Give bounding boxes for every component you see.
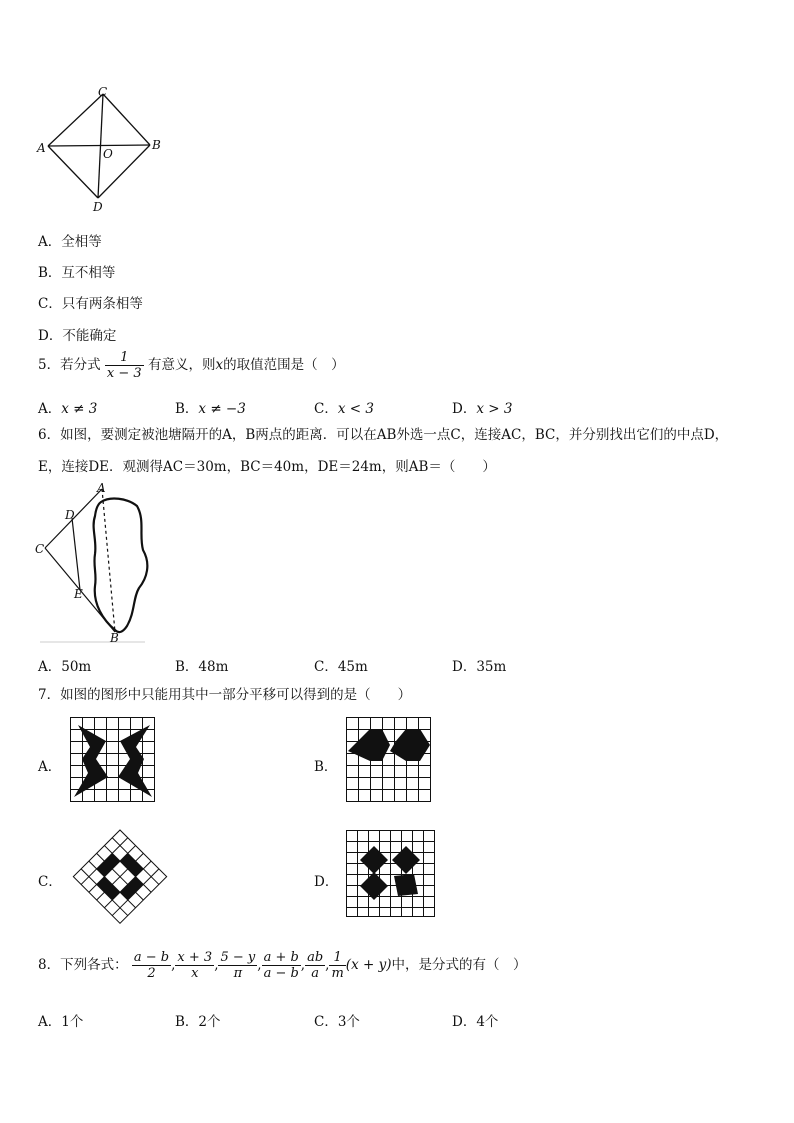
q7-option-a-label[interactable]: A．	[38, 759, 62, 775]
option-letter: A．	[38, 659, 62, 675]
q7-stem: 7．如图的图形中只能用其中一部分平移可以得到的是（ ）	[38, 687, 412, 703]
fraction-denominator: x	[175, 965, 214, 981]
q5-variable: x	[215, 357, 224, 373]
center-label-o: O	[103, 147, 113, 161]
q5-option-c[interactable]	[314, 397, 374, 417]
q6-option-a[interactable]	[38, 655, 91, 675]
option-letter: D．	[452, 1014, 477, 1030]
fraction-denominator: a	[305, 965, 325, 981]
option-letter: C．	[38, 296, 62, 312]
q8-fraction-4	[262, 950, 301, 981]
option-letter: D．	[38, 328, 63, 344]
option-text: 只有两条相等	[61, 296, 143, 312]
option-letter: B．	[38, 265, 62, 281]
option-text: 不能确定	[62, 328, 117, 344]
q8-fraction-3	[218, 950, 257, 981]
point-label-a: A	[97, 481, 106, 495]
q5-option-a[interactable]	[38, 397, 97, 417]
option-text: 35m	[476, 659, 507, 675]
option-letter: D．	[452, 401, 477, 417]
q7-option-c-label[interactable]: C．	[38, 874, 62, 890]
q4-option-c[interactable]	[38, 292, 143, 312]
q4-option-a[interactable]	[38, 230, 102, 250]
q4-option-b[interactable]	[38, 261, 115, 281]
option-text: 全相等	[61, 234, 102, 250]
fraction-denominator: a − b	[263, 966, 299, 981]
option-letter: A．	[38, 401, 62, 417]
q7-option-b-label[interactable]: B．	[314, 759, 338, 775]
q8-option-b[interactable]	[175, 1010, 221, 1030]
q8-option-d[interactable]	[452, 1010, 498, 1030]
q5-option-d[interactable]	[452, 397, 512, 417]
option-text: 1个	[61, 1014, 84, 1030]
fraction-numerator: 1	[333, 950, 342, 965]
q7-option-d-label[interactable]: D．	[314, 874, 339, 890]
q6-option-d[interactable]	[452, 655, 506, 675]
q7-figure-d	[346, 830, 438, 920]
q8-fraction-1	[132, 950, 171, 981]
fraction-denominator: x − 3	[106, 366, 142, 381]
q5-fraction	[105, 350, 144, 381]
q5-stem-post: 的取值范围是（ ）	[223, 357, 345, 373]
vertex-label-b: B	[152, 138, 161, 152]
q6-stem-line2: E，连接DE．观测得AC＝30m，BC＝40m，DE＝24m，则AB＝（ ）	[38, 459, 496, 475]
option-letter: B．	[175, 1014, 199, 1030]
fraction-numerator: ab	[307, 950, 324, 965]
option-text: 50m	[61, 659, 92, 675]
option-letter: B．	[175, 659, 199, 675]
q8-option-a[interactable]	[38, 1010, 83, 1030]
option-text: x > 3	[476, 401, 513, 417]
q6-option-c[interactable]	[314, 655, 368, 675]
option-text: 45m	[337, 659, 368, 675]
option-letter: A．	[38, 234, 62, 250]
fraction-numerator: a − b	[133, 950, 170, 965]
q7-figure-a	[70, 717, 160, 803]
q8-stem: 8．下列各式： $\frac{a - b}{2}$ , $\frac{x + 3}{x}$ , $\frac{5 - y}{\pi}$ , $\frac{a + b}{a - b}$ , $\frac{ab}{a}$ , $\frac{1}{m}$ (x + y)中，是分式的有（ ）	[38, 950, 527, 981]
q4-option-d[interactable]	[38, 324, 116, 344]
point-label-b: B	[110, 631, 119, 645]
fraction-numerator: a + b	[263, 950, 299, 965]
q8-fraction-5	[305, 950, 325, 981]
fraction-numerator: 5 − y	[220, 950, 256, 965]
vertex-label-a: A	[37, 141, 46, 155]
q8-fraction-2	[175, 950, 214, 981]
option-text: x ≠ 3	[61, 401, 98, 417]
fraction-numerator: x + 3	[177, 950, 213, 965]
q6-stem-line1: 6．如图，要测定被池塘隔开的A，B两点的距离．可以在AB外选一点C，连接AC，BC，并分别找出它们的中点D，	[38, 427, 729, 443]
option-letter: A．	[38, 1014, 62, 1030]
option-letter: B．	[175, 401, 199, 417]
q5-stem-mid: 有意义，则	[147, 357, 216, 373]
vertex-label-c: C	[98, 85, 108, 99]
option-letter: C．	[314, 1014, 338, 1030]
q8-fraction-6	[329, 950, 345, 981]
option-text: x ≠ −3	[198, 401, 246, 417]
fraction-denominator: 2	[132, 965, 171, 981]
q8-option-c[interactable]	[314, 1010, 360, 1030]
fraction-denominator: π	[218, 965, 257, 981]
q5-option-b[interactable]	[175, 397, 246, 417]
pond-diagram	[35, 480, 165, 645]
option-letter: D．	[452, 659, 477, 675]
q6-option-b[interactable]	[175, 655, 228, 675]
option-text: 3个	[337, 1014, 360, 1030]
fraction-numerator: 1	[120, 350, 129, 365]
option-letter: C．	[314, 659, 338, 675]
q8-tail-expression: (x + y)	[345, 957, 392, 973]
vertex-label-d: D	[93, 200, 103, 214]
option-text: 4个	[476, 1014, 499, 1030]
q5-stem-pre: 5．若分式	[38, 357, 101, 373]
q5-stem	[38, 350, 345, 381]
option-text: 48m	[198, 659, 229, 675]
option-text: x < 3	[337, 401, 374, 417]
option-letter: C．	[314, 401, 338, 417]
q8-stem-pre: 8．下列各式：	[38, 957, 128, 973]
q8-stem-post: 中，是分式的有（ ）	[391, 957, 527, 973]
option-text: 2个	[198, 1014, 221, 1030]
option-text: 互不相等	[61, 265, 116, 281]
point-label-e: E	[74, 587, 83, 601]
fraction-denominator: m	[331, 966, 344, 981]
point-label-c: C	[35, 542, 45, 556]
q7-figure-c	[68, 828, 178, 928]
q7-figure-b	[346, 717, 438, 807]
point-label-d: D	[65, 508, 75, 522]
